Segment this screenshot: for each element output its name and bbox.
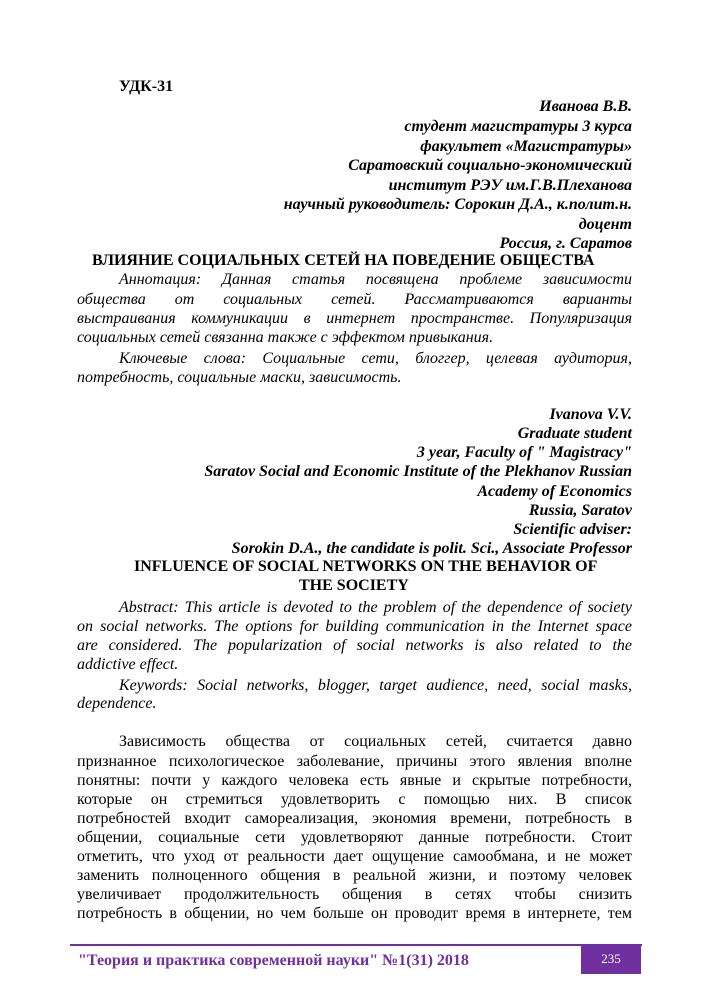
abstract-en-line: addictive effect. [77, 656, 179, 673]
author-institute-en: Saratov Social and Economic Institute of the Plekhanov Russian [204, 463, 632, 480]
supervisor-label-en: Scientific adviser: [513, 521, 632, 538]
abstract-en-line: are considered. The popularization of social networks is also related to the [77, 637, 632, 654]
body-line: потребность в общении, но чем больше он проводит время в интернете, тем [77, 905, 632, 922]
author-faculty-en: 3 year, Faculty of " Magistracy" [416, 444, 632, 461]
body-line: которые он стремиться удовлетворить с помощью них. В список [77, 791, 632, 808]
supervisor-en: Sorokin D.A., the candidate is polit. Sci., Associate Professor [231, 540, 632, 557]
article-title-en-2: THE SOCIETY [299, 577, 409, 594]
author-location-en: Russia, Saratov [528, 502, 632, 519]
article-title-ru: ВЛИЯНИЕ СОЦИАЛЬНЫХ СЕТЕЙ НА ПОВЕДЕНИЕ ОБЩЕСТВА [92, 252, 595, 269]
keywords-en-line: Keywords: Social networks, blogger, target audience, need, social masks, [119, 677, 632, 694]
abstract-ru-line: выстраивания коммуникации в интернет пространстве. Популяризация [77, 310, 632, 327]
body-line: признанное психологическое заболевание, причины этого явления вполне [77, 753, 632, 770]
abstract-ru-line: Аннотация: Данная статья посвящена проблеме зависимости [119, 271, 632, 288]
abstract-en-line: Abstract: This article is devoted to the problem of the dependence of society [119, 599, 632, 616]
author-institute-ru: Саратовский социально-экономический [348, 157, 632, 174]
supervisor-ru: научный руководитель: Сорокин Д.А., к.полит.н. [283, 196, 632, 213]
body-line: отметить, что уход от реальности дает ощущение самообмана, и не может [77, 848, 632, 865]
body-line: увеличивает продолжительность общения в сетях чтобы снизить [77, 886, 632, 903]
author-name-en: Ivanova V.V. [549, 406, 632, 423]
abstract-ru-line: общества от социальных сетей. Рассматриваются варианты [77, 291, 632, 308]
page-number: 235 [601, 951, 621, 966]
abstract-ru-line: социальных сетей связанна также с эффектом привыкания. [77, 329, 494, 346]
body-line: заменить полноценного общения в реальной жизни, и поэтому человек [77, 867, 632, 884]
body-line: понятны: почти у каждого человека есть явные и скрытые потребности, [77, 772, 632, 789]
article-title-en: INFLUENCE OF SOCIAL NETWORKS ON THE BEHAVIOR OF [134, 558, 598, 575]
abstract-en-line: on social networks. The options for building communication in the Internet space [77, 618, 632, 635]
udk-code: УДК-31 [119, 78, 174, 95]
footer-rule [70, 944, 642, 946]
body-line: Зависимость общества от социальных сетей, считается давно [119, 733, 632, 750]
author-institute-en-2: Academy of Economics [477, 483, 632, 500]
author-location-ru: Россия, г. Саратов [499, 235, 632, 252]
author-status-ru: студент магистратуры 3 курса [404, 118, 632, 135]
keywords-ru-line: Ключевые слова: Социальные сети, блоггер, целевая аудитория, [119, 350, 632, 367]
author-faculty-ru: факультет «Магистратуры» [420, 138, 632, 155]
keywords-en-line: dependence. [77, 695, 157, 712]
page-number-box [581, 946, 641, 974]
body-line: общении, социальные сети удовлетворяют данные потребности. Стоит [77, 829, 632, 846]
author-name-ru: Иванова В.В. [539, 98, 632, 115]
body-line: потребностей входит самореализация, экономия времени, потребность в [77, 810, 632, 827]
author-status-en: Graduate student [517, 425, 632, 442]
author-institute-ru-2: институт РЭУ им.Г.В.Плеханова [388, 177, 632, 194]
keywords-ru-line: потребность, социальные маски, зависимость. [77, 369, 402, 386]
footer-journal: "Теория и практика современной науки" №1(31) 2018 [78, 952, 469, 969]
supervisor-title-ru: доцент [578, 216, 632, 233]
